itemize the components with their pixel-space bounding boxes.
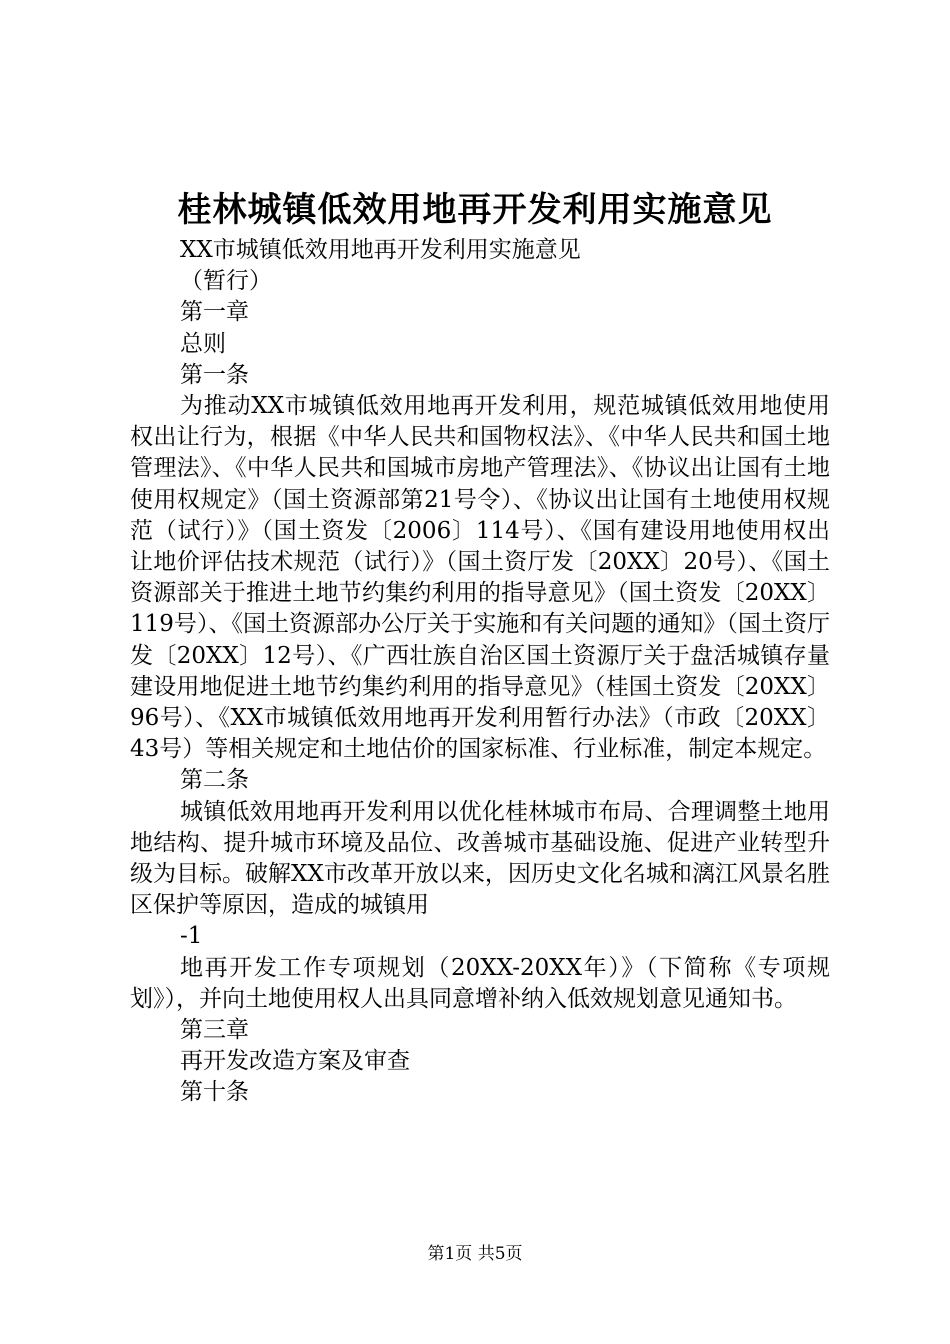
subtitle: XX市城镇低效用地再开发利用实施意见 bbox=[180, 237, 581, 263]
subtitle-note: （暂行） bbox=[180, 268, 272, 295]
chapter-3-heading: 第三章 bbox=[180, 1016, 249, 1043]
chapter-1-heading: 第一章 bbox=[180, 299, 249, 326]
article-1-paragraph: 为推动XX市城镇低效用地再开发利用，规范城镇低效用地使用权出让行为，根据《中华人民共和国物权法》、《中华人民共和国土地管理法》、《中华人民共和国城市房地产管理法》、《协议出让国有土地使用权规定》（国土资源部第21号令）、《协议出让国有土地使用权规范（试行）》（国土资发〔2006〕114号）、《国有建设用地使用权出让地价评估技术规范（试行）》（国土资厅发〔20XX〕20号）、《国土资源部关于推进土地节约集约利用的指导意见》（国土资发〔20XX〕119号）、《国土资源部办公厅关于实施和有关问题的通知》（国土资厅发〔20XX〕12号）、《广西壮族自治区国土资源厅关于盘活城镇存量建设用地促进土地节约集约利用的指导意见》（桂国土资发〔20XX〕96号）、《XX市城镇低效用地再开发利用暂行办法》（市政〔20XX〕43号）等相关规定和土地估价的国家标准、行业标准，制定本规定。 bbox=[130, 392, 830, 763]
article-2-heading: 第二条 bbox=[180, 767, 249, 794]
continued-paragraph: 地再开发工作专项规划（20XX-20XX年）》（下简称《专项规划》），并向土地使用权人出具同意增补纳入低效规划意见通知书。 bbox=[130, 954, 830, 1012]
article-1-heading: 第一条 bbox=[180, 361, 249, 388]
chapter-1-name: 总则 bbox=[180, 330, 226, 357]
page-marker: -1 bbox=[180, 923, 203, 950]
page-footer: 第1页 共5页 bbox=[427, 1244, 523, 1264]
document-title: 桂林城镇低效用地再开发利用实施意见 bbox=[177, 190, 773, 230]
article-10-heading: 第十条 bbox=[180, 1079, 249, 1106]
document-body bbox=[130, 235, 830, 1109]
article-2-paragraph: 城镇低效用地再开发利用以优化桂林城市布局、合理调整土地用地结构、提升城市环境及品位、改善城市基础设施、促进产业转型升级为目标。破解XX市改革开放以来，因历史文化名城和漓江风景名胜区保护等原因，造成的城镇用 bbox=[130, 798, 830, 919]
chapter-3-name: 再开发改造方案及审查 bbox=[180, 1048, 410, 1075]
